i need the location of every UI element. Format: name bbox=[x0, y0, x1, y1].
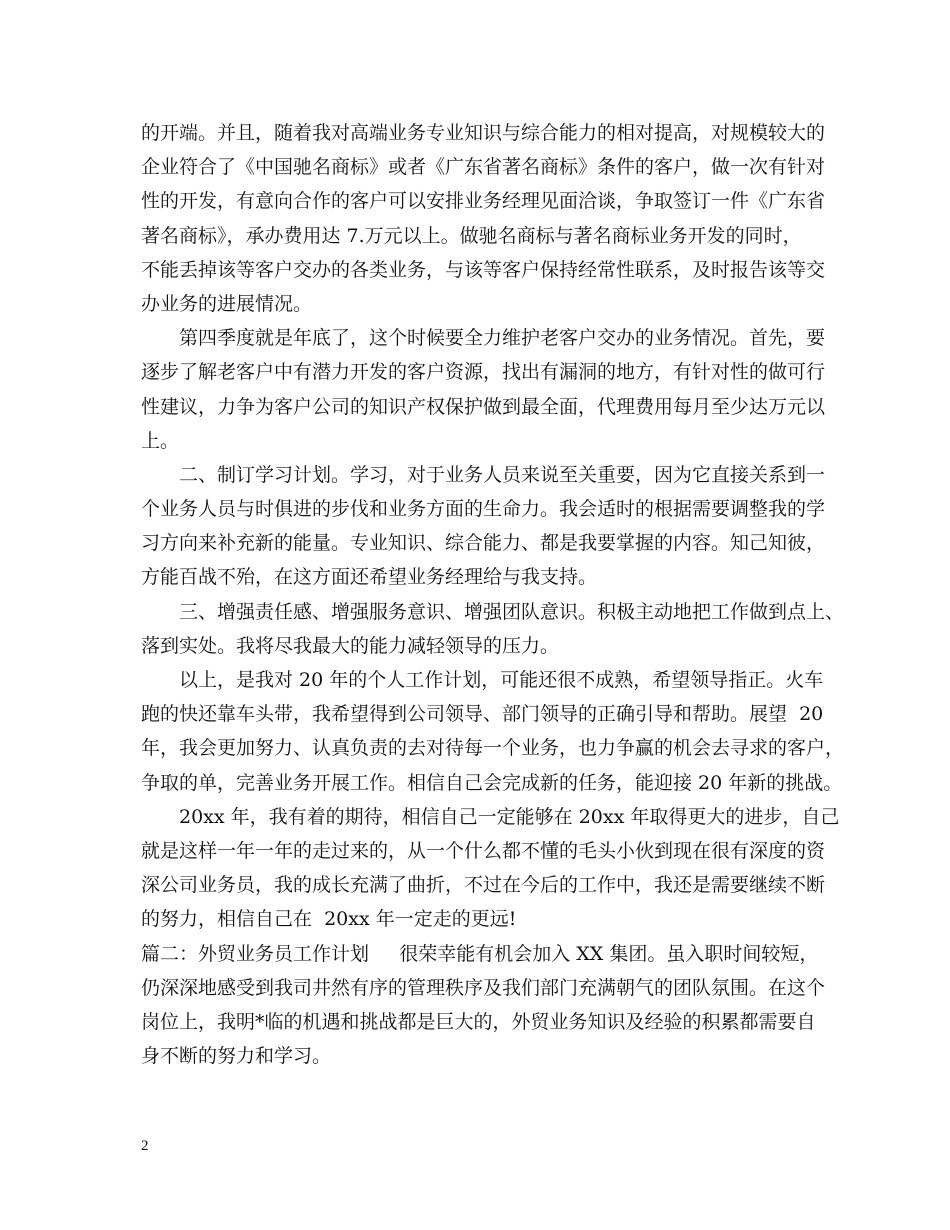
text-line: 就是这样一年一年的走过来的，从一个什么都不懂的毛头小伙到现在很有深度的资 bbox=[141, 839, 826, 862]
text-line: 跑的快还靠车头带，我希望得到公司领导、部门领导的正确引导和帮助。展望 20 bbox=[141, 703, 824, 726]
text-line: 办业务的进展情况。 bbox=[141, 292, 313, 315]
text-line: 落到实处。我将尽我最大的能力减轻领导的压力。 bbox=[141, 634, 560, 657]
text-line: 著名商标》，承办费用达 7.万元以上。做驰名商标与著名商标业务开发的同时， bbox=[141, 224, 802, 247]
text-line: 争取的单，完善业务开展工作。相信自己会完成新的任务，能迎接 20 年新的挑战。 bbox=[141, 771, 843, 794]
text-line: 20xx 年，我有着的期待，相信自己一定能够在 20xx 年取得更大的进步，自己 bbox=[179, 805, 840, 828]
text-line: 的开端。并且，随着我对高端业务专业知识与综合能力的相对提高，对规模较大的 bbox=[141, 122, 826, 144]
text-line: 年，我会更加努力、认真负责的去对待每一个业务，也力争赢的机会去寻求的客户， bbox=[141, 737, 845, 760]
text-line: 性建议，力争为客户公司的知识产权保护做到最全面，代理费用每月至少达万元以 bbox=[141, 395, 826, 418]
text-line: 二、制订学习计划。学习，对于业务人员来说至关重要，因为它直接关系到一 bbox=[179, 463, 826, 486]
text-line: 三、增强责任感、增强服务意识、增强团队意识。积极主动地把工作做到点上、 bbox=[179, 600, 845, 623]
text-line: 篇二：外贸业务员工作计划 很荣幸能有机会加入 XX 集团。虽入职时间较短， bbox=[141, 942, 819, 965]
text-line: 身不断的努力和学习。 bbox=[141, 1045, 332, 1068]
text-line: 逐步了解老客户中有潜力开发的客户资源，找出有漏洞的地方，有针对性的做可行 bbox=[141, 361, 826, 384]
text-line: 第四季度就是年底了，这个时候要全力维护老客户交办的业务情况。首先，要 bbox=[179, 327, 826, 350]
text-line: 性的开发，有意向合作的客户可以安排业务经理见面洽谈，争取签订一件《广东省 bbox=[141, 190, 826, 213]
text-line: 岗位上，我明*临的机遇和挑战都是巨大的，外贸业务知识及经验的积累都需要自 bbox=[141, 1010, 816, 1033]
text-line: 个业务人员与时俱进的步伐和业务方面的生命力。我会适时的根据需要调整我的学 bbox=[141, 498, 826, 521]
text-line: 上。 bbox=[141, 429, 180, 452]
text-line: 深公司业务员，我的成长充满了曲折，不过在今后的工作中，我还是需要继续不断 bbox=[141, 874, 826, 897]
text-line: 方能百战不殆，在这方面还希望业务经理给与我支持。 bbox=[141, 566, 598, 589]
page-number: 2 bbox=[141, 1138, 149, 1154]
text-line: 不能丢掉该等客户交办的各类业务，与该等客户保持经常性联系，及时报告该等交 bbox=[141, 258, 826, 281]
text-line: 的努力，相信自己在 20xx 年一定走的更远! bbox=[141, 908, 517, 931]
text-line: 以上，是我对 20 年的个人工作计划，可能还很不成熟，希望领导指正。火车 bbox=[179, 669, 824, 691]
text-line: 习方向来补充新的能量。专业知识、综合能力、都是我要掌握的内容。知己知彼， bbox=[141, 532, 826, 555]
text-line: 企业符合了《中国驰名商标》或者《广东省著名商标》条件的客户，做一次有针对 bbox=[141, 156, 826, 179]
document-body bbox=[141, 116, 845, 1073]
text-line: 仍深深地感受到我司井然有序的管理秩序及我们部门充满朝气的团队氛围。在这个 bbox=[141, 976, 826, 999]
